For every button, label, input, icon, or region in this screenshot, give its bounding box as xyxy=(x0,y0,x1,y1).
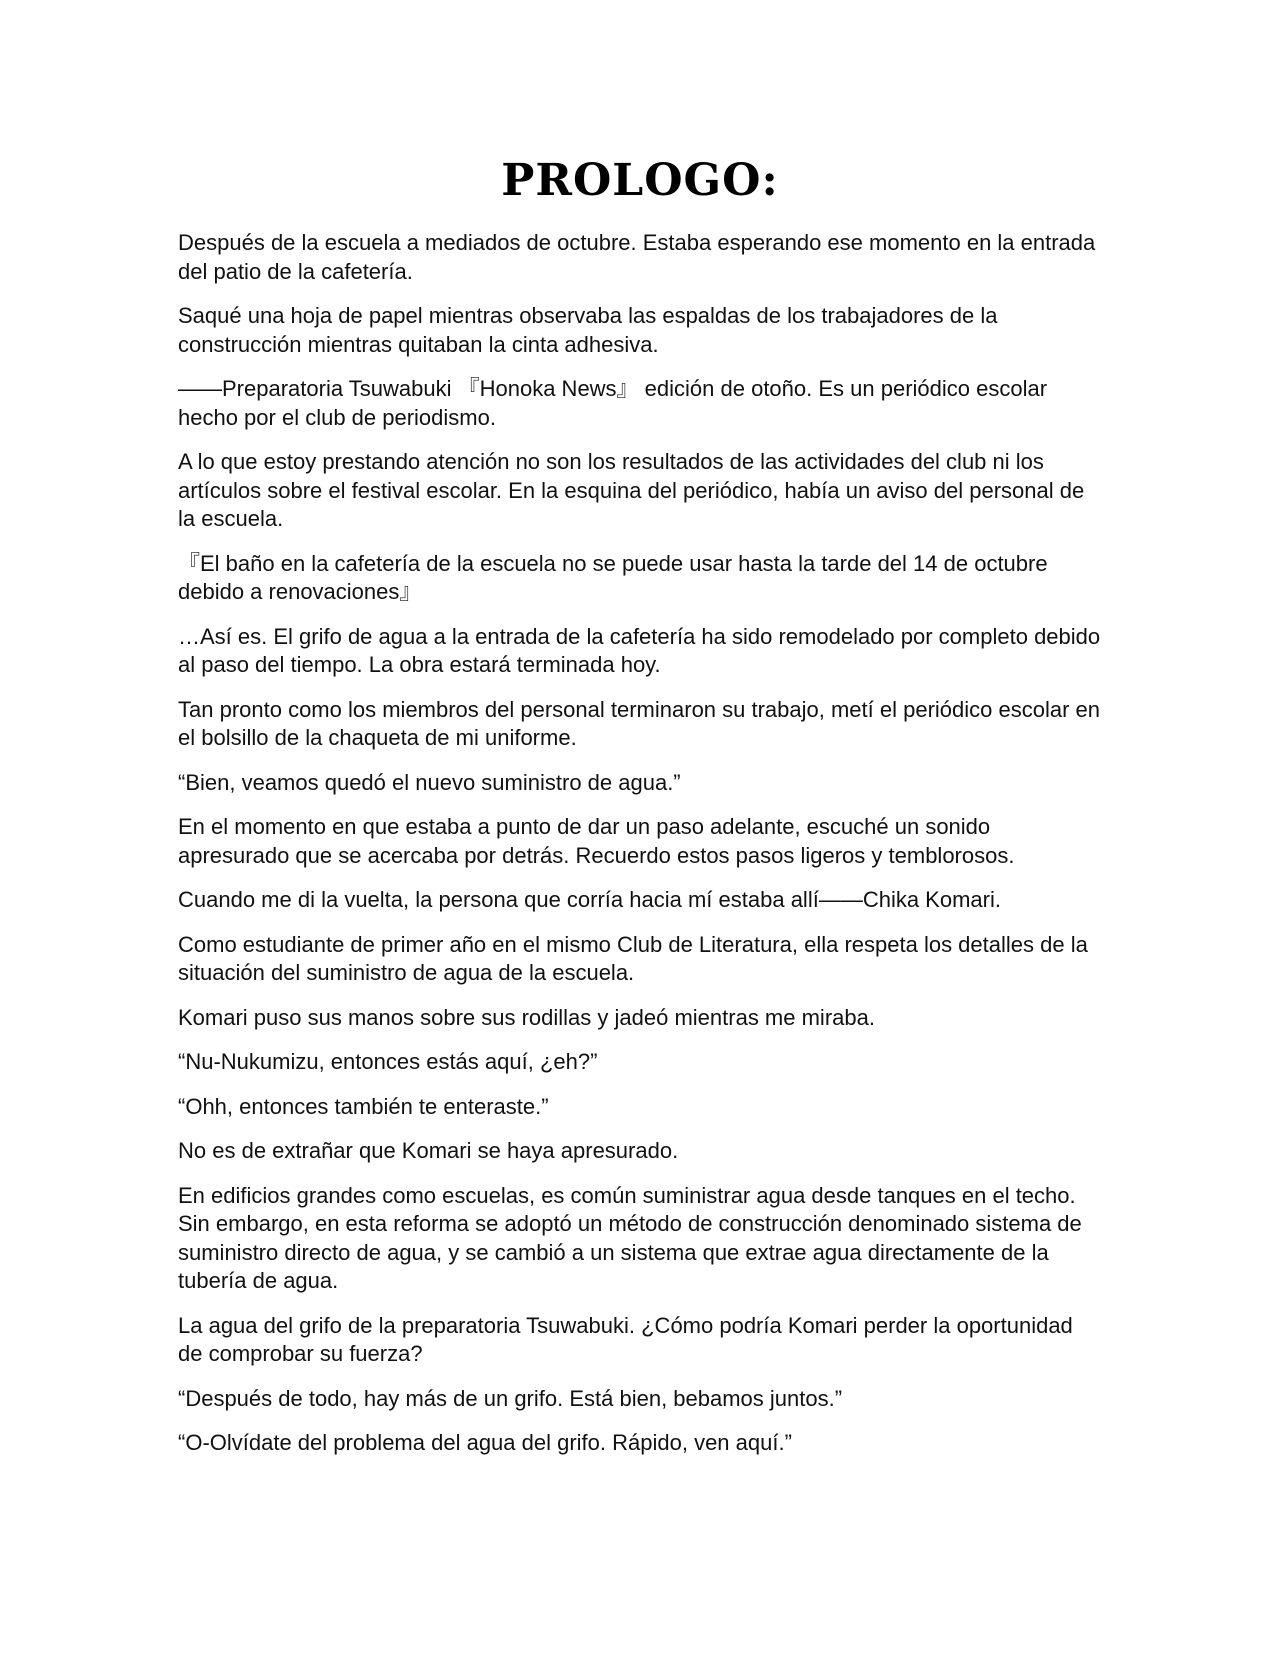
paragraph: No es de extrañar que Komari se haya apresurado. xyxy=(178,1138,679,1163)
paragraph: “O-Olvídate del problema del agua del grifo. Rápido, ven aquí.” xyxy=(178,1430,792,1455)
paragraph: Después de la escuela a mediados de octubre. Estaba esperando ese momento en la entrada del patio de la cafetería. xyxy=(178,230,1096,284)
paragraph: Cuando me di la vuelta, la persona que corría hacia mí estaba allí——Chika Komari. xyxy=(178,887,1001,912)
paragraph: Como estudiante de primer año en el mismo Club de Literatura, ella respeta los detalles de la situación del suministro de agua de la escuela. xyxy=(178,931,1088,985)
paragraph: “Nu-Nukumizu, entonces estás aquí, ¿eh?” xyxy=(178,1049,598,1074)
paragraph: En edificios grandes como escuelas, es común suministrar agua desde tanques en el techo. Sin embargo, en esta reforma se adoptó un método de construcción denominado sistema de suministro directo de agua, y se cambió a un sistema que extrae agua directamente de la tubería de agua. xyxy=(178,1182,1082,1293)
paragraph: La agua del grifo de la preparatoria Tsuwabuki. ¿Cómo podría Komari perder la oportunidad de comprobar su fuerza? xyxy=(178,1312,1073,1366)
paragraph: En el momento en que estaba a punto de dar un paso adelante, escuché un sonido apresurado que se acercaba por detrás. Recuerdo estos pasos ligeros y temblorosos. xyxy=(178,814,1015,868)
paragraph: “Bien, veamos quedó el nuevo suministro de agua.” xyxy=(178,769,681,795)
paragraph: …Así es. El grifo de agua a la entrada de la cafetería ha sido remodelado por completo debido al paso del tiempo. La obra estará terminada hoy. xyxy=(178,623,1101,677)
page-title: PROLOGO: xyxy=(501,155,779,206)
paragraph: ——Preparatoria Tsuwabuki 『Honoka News』 edición de otoño. Es un periódico escolar hecho por el club de periodismo. xyxy=(178,376,1048,430)
paragraph: Tan pronto como los miembros del personal terminaron su trabajo, metí el periódico escolar en el bolsillo de la chaqueta de mi uniforme. xyxy=(178,696,1101,750)
paragraph: “Ohh, entonces también te enteraste.” xyxy=(178,1093,549,1119)
document-body xyxy=(178,229,1103,1474)
paragraph: “Después de todo, hay más de un grifo. Está bien, bebamos juntos.” xyxy=(178,1385,843,1411)
paragraph: A lo que estoy prestando atención no son los resultados de las actividades del club ni los artículos sobre el festival escolar. En la esquina del periódico, había un aviso del personal de la escuela. xyxy=(178,449,1085,531)
paragraph: Komari puso sus manos sobre sus rodillas y jadeó mientras me miraba. xyxy=(178,1004,875,1030)
paragraph: 『El baño en la cafetería de la escuela no se puede usar hasta la tarde del 14 de octubre debido a renovaciones』 xyxy=(178,550,1048,604)
paragraph: Saqué una hoja de papel mientras observaba las espaldas de los trabajadores de la construcción mientras quitaban la cinta adhesiva. xyxy=(178,303,998,357)
